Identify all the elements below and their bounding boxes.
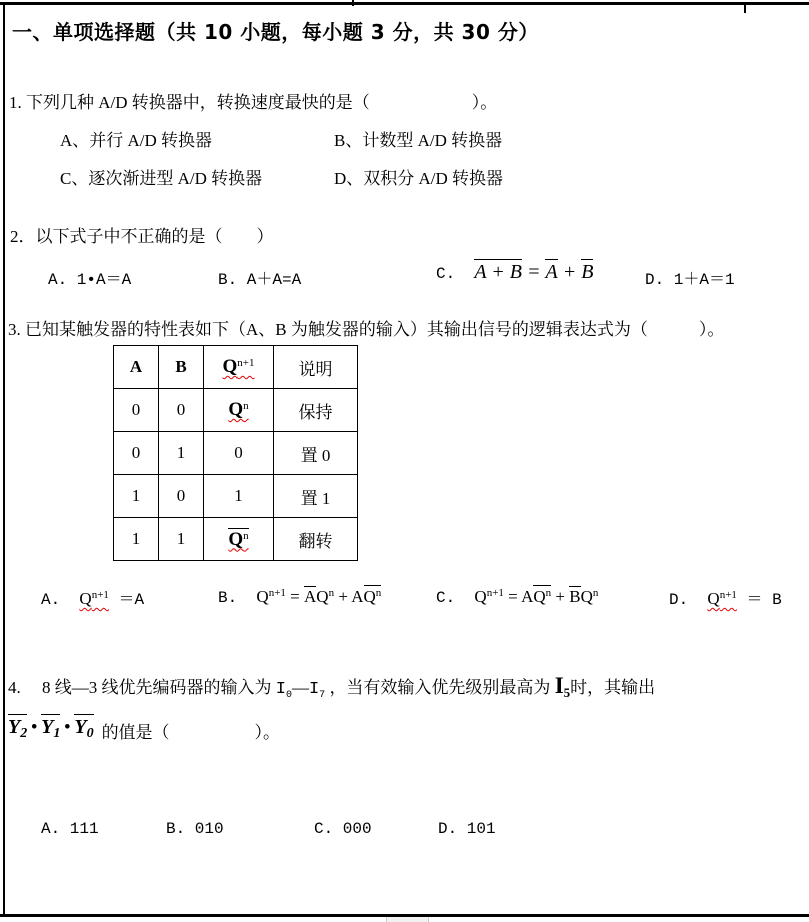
q1-option-c: C、逐次渐进型 A/D 转换器 bbox=[60, 169, 263, 188]
header-cell-b: B bbox=[159, 346, 204, 389]
question-4-text-line1: 4. 8 线—3 线优先编码器的输入为 $I_0—I_7$ ，当有效输入优先级别最高为 $I_5$时，其输出 bbox=[8, 673, 656, 701]
q3-option-a: A. $Q^{n+1} =A$ bbox=[41, 589, 145, 609]
cell-r2-desc: 置 0 bbox=[274, 432, 358, 475]
cell-r2-a: 0 bbox=[114, 432, 159, 475]
q1-option-d: D、双积分 A/D 转换器 bbox=[334, 169, 504, 188]
q3-option-d-formula: $Q^{n+1}$ bbox=[707, 589, 737, 608]
header-cell-a: A bbox=[114, 346, 159, 389]
cell-r4-a: 1 bbox=[114, 518, 159, 561]
q3-option-d-label: D. bbox=[669, 591, 708, 609]
cell-r3-a: 1 bbox=[114, 475, 159, 518]
page-top-border bbox=[0, 2, 809, 5]
table-row-2 bbox=[114, 432, 358, 475]
flipflop-truth-table bbox=[113, 345, 358, 561]
top-tick-left bbox=[352, 0, 354, 6]
cell-r2-b: 1 bbox=[159, 432, 204, 475]
q1-option-a: A、并行 A/D 转换器 bbox=[60, 131, 213, 150]
header-cell-qn1: $Q^{n+1}$ bbox=[204, 346, 274, 389]
question-4-text-line2 bbox=[8, 713, 280, 741]
cell-r1-desc: 保持 bbox=[274, 389, 358, 432]
cell-r3-desc: 置 1 bbox=[274, 475, 358, 518]
q2-option-c-formula: A + B = A + B bbox=[474, 261, 594, 283]
table-row-4 bbox=[114, 518, 358, 561]
cell-r1-q: $Q^n$ bbox=[204, 389, 274, 432]
q2-option-a: A. 1•A＝A bbox=[48, 271, 132, 289]
q1-option-b: B、计数型 A/D 转换器 bbox=[334, 131, 503, 150]
q2-option-c-label: C. bbox=[436, 265, 475, 283]
q3-option-b-formula: $Q^{n+1} = AQ^n + AQ^n$ bbox=[256, 587, 382, 606]
section-heading: 一、单项选择题（共 10 小题，每小题 3 分，共 30 分） bbox=[12, 20, 539, 44]
cell-r2-q: 0 bbox=[204, 432, 274, 475]
q2-option-c bbox=[436, 259, 593, 284]
q4-output-formula: $Y_2$ • $Y_1$ • $Y_0$ bbox=[8, 716, 94, 741]
cell-r3-q: 1 bbox=[204, 475, 274, 518]
next-page-gap bbox=[386, 917, 429, 922]
q4-tail-text: 的值是（ ）。 bbox=[101, 723, 281, 742]
q3-option-c-label: C. bbox=[436, 589, 475, 607]
table-header-row bbox=[114, 346, 358, 389]
cell-r4-desc: 翻转 bbox=[274, 518, 358, 561]
question-1-text: 1. 下列几种 A/D 转换器中，转换速度最快的是（ ）。 bbox=[9, 93, 498, 112]
q3-option-a-formula: $Q^{n+1}$ bbox=[79, 589, 109, 608]
q4-option-d: D. 101 bbox=[438, 820, 496, 838]
header-cell-desc: 说明 bbox=[274, 346, 358, 389]
q3-option-b bbox=[218, 585, 381, 607]
table-row-3 bbox=[114, 475, 358, 518]
question-3-text: 3. 已知某触发器的特性表如下（A、B 为触发器的输入）其输出信号的逻辑表达式为（ ）。 bbox=[8, 320, 725, 339]
q3-option-c bbox=[436, 585, 598, 607]
cell-r3-b: 0 bbox=[159, 475, 204, 518]
cell-r4-q: $Q^n$ bbox=[204, 518, 274, 561]
top-tick-right bbox=[744, 2, 746, 13]
cell-r1-b: 0 bbox=[159, 389, 204, 432]
q3-option-c-formula: $Q^{n+1} = AQ^n + BQ^n$ bbox=[474, 587, 599, 606]
cell-r1-a: 0 bbox=[114, 389, 159, 432]
q2-option-b: B. A＋A=A bbox=[218, 271, 302, 289]
q3-option-b-label: B. bbox=[218, 589, 257, 607]
q4-option-c: C. 000 bbox=[314, 820, 372, 838]
question-2-text: 2．以下式子中不正确的是（ ） bbox=[10, 227, 274, 246]
q2-option-d: D. 1＋A＝1 bbox=[645, 271, 735, 289]
q3-option-d: D. $Q^{n+1} = B$ bbox=[669, 589, 782, 609]
table-row-1 bbox=[114, 389, 358, 432]
q3-option-a-label: A. bbox=[41, 591, 80, 609]
q4-option-b: B. 010 bbox=[166, 820, 224, 838]
page-left-border bbox=[3, 2, 5, 915]
q4-option-a: A. 111 bbox=[41, 820, 99, 838]
cell-r4-b: 1 bbox=[159, 518, 204, 561]
